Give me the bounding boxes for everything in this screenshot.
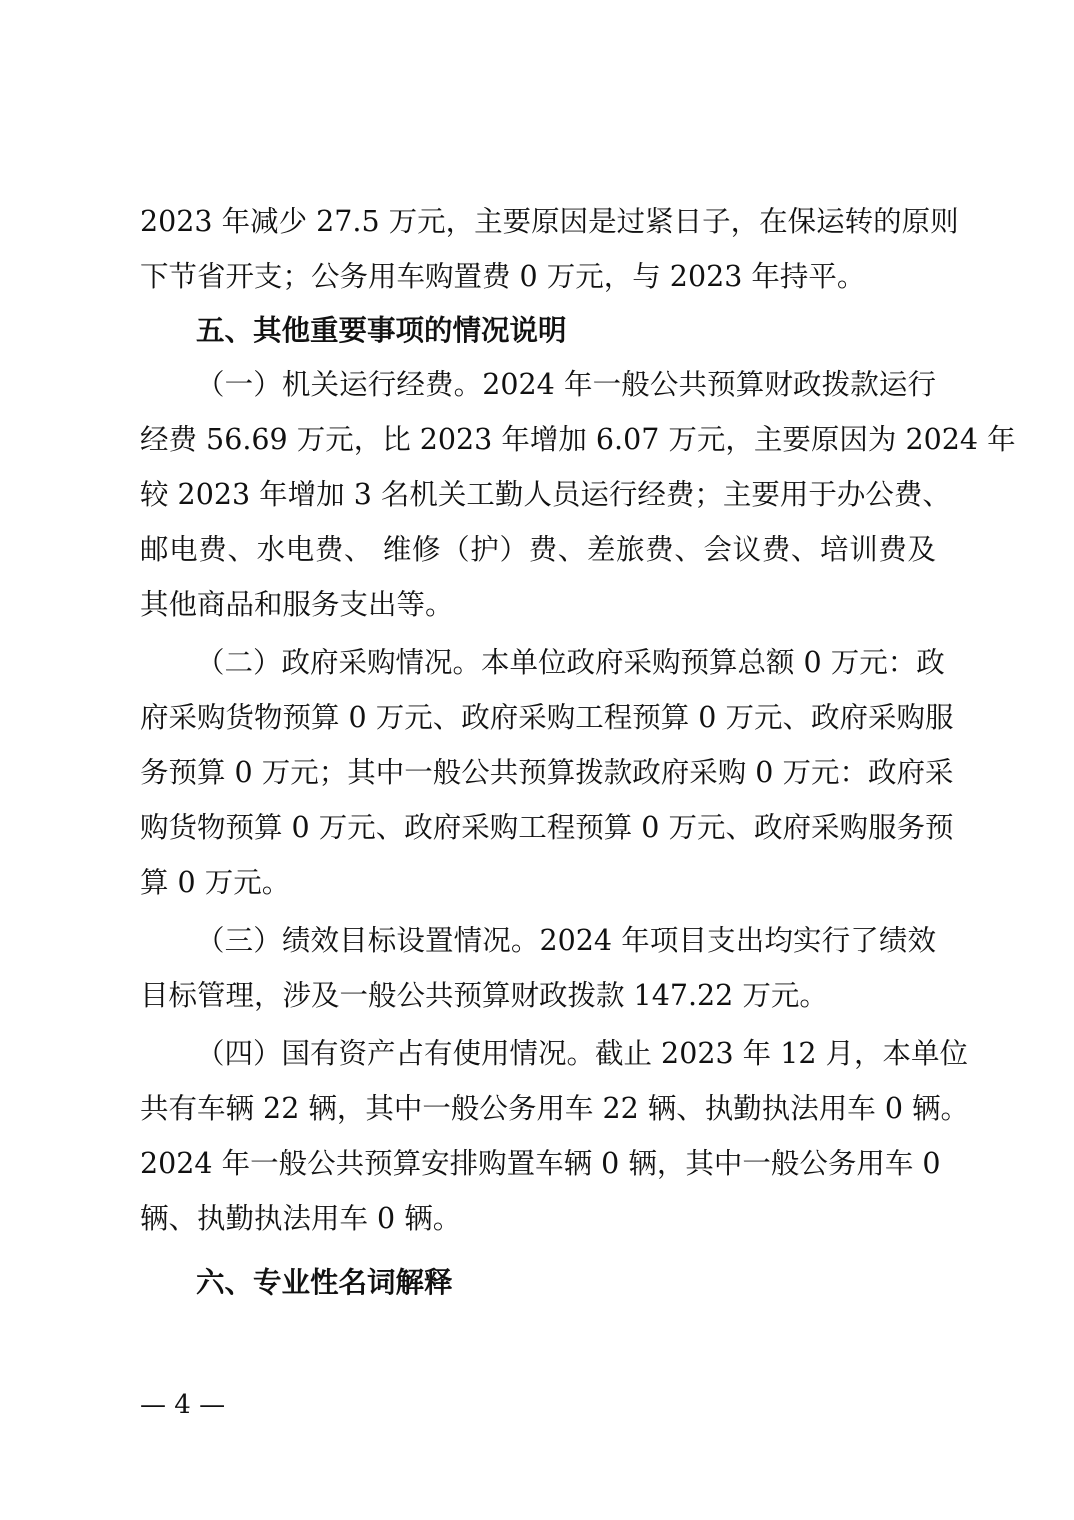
body-line: 算 0 万元。 xyxy=(140,866,291,899)
body-line: 购货物预算 0 万元、政府采购工程预算 0 万元、政府采购服务预 xyxy=(140,811,954,844)
body-line: 目标管理，涉及一般公共预算财政拨款 147.22 万元。 xyxy=(140,979,828,1012)
body-line: 下节省开支；公务用车购置费 0 万元，与 2023 年持平。 xyxy=(140,260,866,293)
body-line: 2024 年一般公共预算安排购置车辆 0 辆，其中一般公务用车 0 xyxy=(140,1147,941,1180)
body-line: 其他商品和服务支出等。 xyxy=(140,588,454,621)
body-line: 共有车辆 22 辆，其中一般公务用车 22 辆、执勤执法用车 0 辆。 xyxy=(140,1092,970,1125)
section-heading-5: 五、其他重要事项的情况说明 xyxy=(196,314,567,347)
body-line: 府采购货物预算 0 万元、政府采购工程预算 0 万元、政府采购服 xyxy=(140,701,954,734)
body-line: 邮电费、水电费、 维修（护）费、差旅费、会议费、培训费及 xyxy=(140,533,936,566)
body-line: 经费 56.69 万元，比 2023 年增加 6.07 万元，主要原因为 2024 年 xyxy=(140,423,1016,456)
body-line: 务预算 0 万元；其中一般公共预算拨款政府采购 0 万元：政府采 xyxy=(140,756,954,789)
paragraph-4-first-line: （四）国有资产占有使用情况。截止 2023 年 12 月，本单位 xyxy=(196,1037,969,1070)
body-line: 2023 年减少 27.5 万元，主要原因是过紧日子，在保运转的原则 xyxy=(140,205,959,238)
paragraph-2-first-line: （二）政府采购情况。本单位政府采购预算总额 0 万元：政 xyxy=(196,646,945,679)
body-line: 辆、执勤执法用车 0 辆。 xyxy=(140,1202,462,1235)
body-line: 较 2023 年增加 3 名机关工勤人员运行经费；主要用于办公费、 xyxy=(140,478,951,511)
section-heading-6: 六、专业性名词解释 xyxy=(196,1266,453,1299)
paragraph-3-first-line: （三）绩效目标设置情况。2024 年项目支出均实行了绩效 xyxy=(196,924,936,957)
page-number: — 4 — xyxy=(140,1390,226,1420)
paragraph-1-first-line: （一）机关运行经费。2024 年一般公共预算财政拨款运行 xyxy=(196,368,936,401)
